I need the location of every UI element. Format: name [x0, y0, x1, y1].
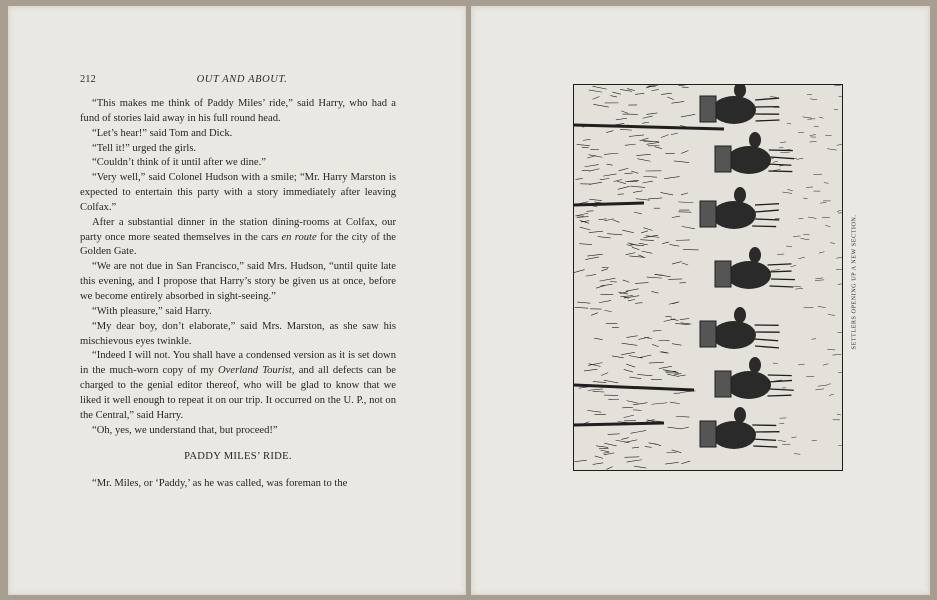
paragraph-text: “Indeed I will not. You shall have a condensed version as it is set down in the much-worn copy of my — [80, 350, 396, 377]
paragraph: “With pleasure,” said Harry. — [92, 305, 212, 317]
paragraph: “Couldn’t think of it until after we dine.” — [92, 157, 266, 169]
trail-lines — [770, 85, 842, 454]
page-number: 212 — [80, 74, 96, 85]
tree-trunks — [574, 125, 724, 425]
foliage-hatching — [574, 85, 699, 469]
body-text — [80, 97, 396, 492]
paragraph-text: , and all defects can be charged to the genial editor thereof, who will be glad to know that we liked it well enough to repeat it on our trip. It occurred on the U. P., not on the Central,” said Harry. — [80, 365, 396, 421]
paragraph-text: for the city of the Golden Gate. — [80, 231, 396, 258]
illustration-caption — [844, 212, 864, 352]
paragraph: “Mr. Miles, or ‘Paddy,’ as he was called, was foreman to the — [92, 478, 348, 490]
caption-text: SETTLERS OPENING UP A NEW SECTION. — [850, 214, 858, 350]
italic-text: en route — [281, 231, 317, 243]
paragraph: “Tell it!” urged the girls. — [92, 142, 197, 154]
italic-text: Overland Tourist — [218, 365, 292, 377]
paragraph: “We are not due in San Francisco,” said Mrs. Hudson, “until quite late this evening, and I propose that Harry’s story be given us at once, before we become entirely absorbed in sight-seeing.” — [80, 261, 396, 302]
engraving-illustration — [573, 84, 843, 471]
right-page — [471, 6, 930, 595]
page-header — [80, 74, 400, 88]
paragraph — [80, 216, 396, 261]
paragraph — [80, 349, 396, 423]
running-head: OUT AND ABOUT. — [196, 74, 288, 85]
paragraph: “Let’s hear!” said Tom and Dick. — [92, 127, 233, 139]
pack-animals — [700, 85, 795, 449]
engraving-settlers-pack-train-icon — [574, 85, 842, 470]
paragraph: “My dear boy, don’t elaborate,” said Mrs. Marston, as she saw his mischievous eyes twinkle. — [80, 320, 396, 347]
section-title: PADDY MILES’ RIDE. — [184, 451, 292, 463]
paragraph: “Oh, yes, we understand that, but proceed!” — [92, 424, 278, 436]
paragraph: “This makes me think of Paddy Miles’ ride,” said Harry, who had a fund of stories laid away in his full round head. — [80, 98, 396, 124]
left-page — [8, 6, 466, 595]
paragraph-text: After a substantial dinner in the station dining-rooms at Colfax, our party once more seated themselves in the cars — [80, 216, 396, 243]
paragraph: “Very well,” said Colonel Hudson with a smile; “Mr. Harry Marston is expected to entertain this party with a story immediately after leaving Colfax.” — [80, 172, 396, 213]
